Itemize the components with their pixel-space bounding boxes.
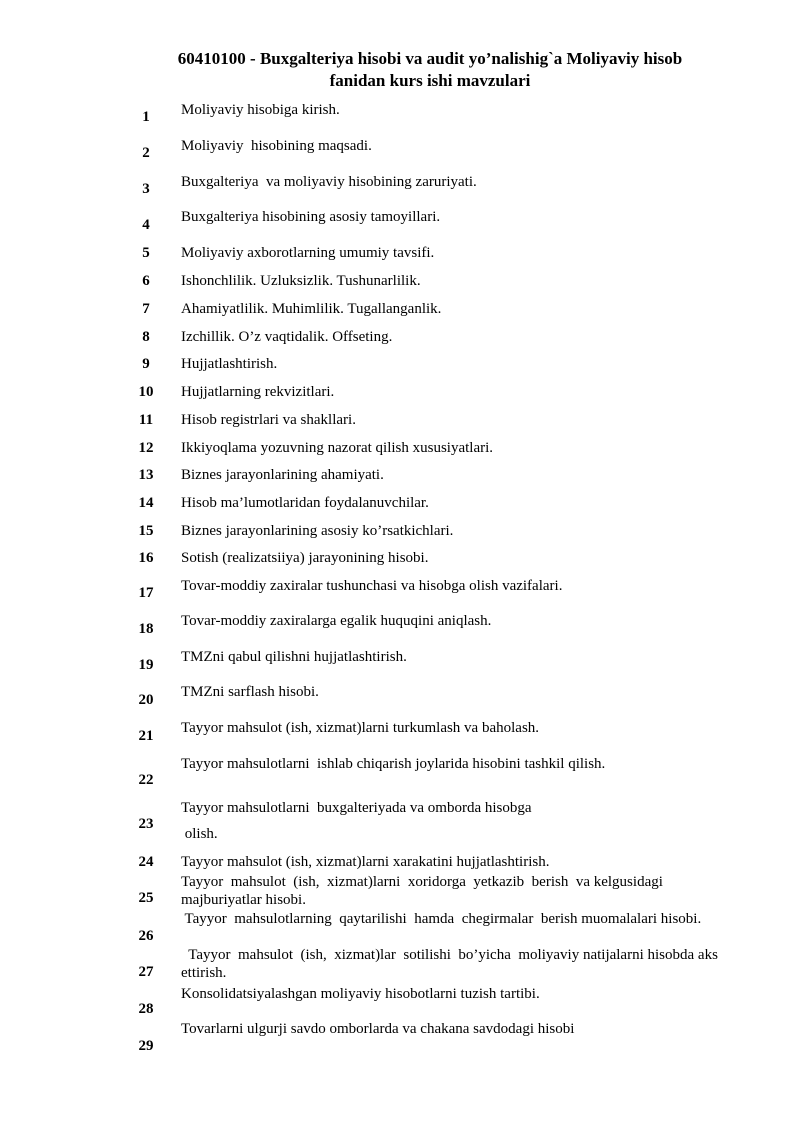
- title-line-2: fanidan kurs ishi mavzulari: [329, 71, 531, 90]
- topic-text: Moliyaviy hisobiga kirish.: [181, 102, 340, 118]
- topic-text: Ishonchlilik. Uzluksizlik. Tushunarlilik.: [181, 273, 421, 289]
- topic-text: Ahamiyatlilik. Muhimlilik. Tugallanganlik.: [181, 301, 442, 317]
- topic-number: 11: [138, 412, 154, 428]
- topic-text-continued: olish.: [181, 826, 218, 842]
- topic-number: 20: [138, 692, 154, 708]
- topic-text: Buxgalteriya hisobining asosiy tamoyillari.: [181, 209, 441, 225]
- topic-number: 23: [138, 816, 154, 832]
- topic-number: 14: [138, 495, 154, 511]
- topic-number: 18: [138, 621, 154, 637]
- topic-text-continued: majburiyatlar hisobi.: [181, 892, 306, 908]
- topic-number: 6: [142, 273, 150, 289]
- page-title: [120, 48, 740, 92]
- title-line-1: 60410100 - Buxgalteriya hisobi va audit yo’nalishig`a Moliyaviy hisob: [177, 49, 683, 68]
- topic-text: Tayyor mahsulot (ish, xizmat)larni xarakatini hujjatlashtirish.: [181, 854, 550, 870]
- topic-number: 2: [142, 145, 150, 161]
- topic-number: 17: [138, 585, 154, 601]
- topic-text: Tayyor mahsulot (ish, xizmat)larni xoridorga yetkazib berish va kelgusidagi: [181, 874, 663, 890]
- topic-text: Hisob ma’lumotlaridan foydalanuvchilar.: [181, 495, 429, 511]
- topic-number: 8: [142, 329, 150, 345]
- topic-text: Moliyaviy hisobining maqsadi.: [181, 138, 372, 154]
- topic-text: Biznes jarayonlarining asosiy ko’rsatkichlari.: [181, 523, 454, 539]
- topic-number: 12: [138, 440, 154, 456]
- topic-text: Izchillik. O’z vaqtidalik. Offseting.: [181, 329, 393, 345]
- topic-number: 22: [138, 772, 154, 788]
- topic-number: 25: [138, 890, 154, 906]
- topic-text: Tayyor mahsulotlarning qaytarilishi hamda chegirmalar berish muomalalari hisobi.: [181, 911, 702, 927]
- topic-text: Tayyor mahsulotlarni ishlab chiqarish joylarida hisobini tashkil qilish.: [181, 756, 606, 772]
- topic-number: 27: [138, 964, 154, 980]
- topic-text: Konsolidatsiyalashgan moliyaviy hisobotlarni tuzish tartibi.: [181, 986, 540, 1002]
- topic-text: Buxgalteriya va moliyaviy hisobining zaruriyati.: [181, 174, 477, 190]
- topic-text: Hisob registrlari va shakllari.: [181, 412, 356, 428]
- topic-number: 24: [138, 854, 154, 870]
- topic-text: Tovar-moddiy zaxiralar tushunchasi va hisobga olish vazifalari.: [181, 578, 563, 594]
- topic-text: Tovarlarni ulgurji savdo omborlarda va chakana savdodagi hisobi: [181, 1021, 575, 1037]
- topic-number: 9: [142, 356, 150, 372]
- topic-text: Hujjatlashtirish.: [181, 356, 278, 372]
- topic-number: 7: [142, 301, 150, 317]
- topic-number: 28: [138, 1001, 154, 1017]
- topic-number: 19: [138, 657, 154, 673]
- topic-text-continued: ettirish.: [181, 965, 227, 981]
- topic-text: Tayyor mahsulot (ish, xizmat)lar sotilishi bo’yicha moliyaviy natijalarni hisobda aks: [181, 947, 718, 963]
- topic-number: 16: [138, 550, 154, 566]
- topic-text: Moliyaviy axborotlarning umumiy tavsifi.: [181, 245, 435, 261]
- topic-number: 13: [138, 467, 154, 483]
- topic-number: 26: [138, 928, 154, 944]
- topic-text: TMZni sarflash hisobi.: [181, 684, 319, 700]
- topic-number: 1: [142, 109, 150, 125]
- topic-text: Tayyor mahsulot (ish, xizmat)larni turkumlash va baholash.: [181, 720, 540, 736]
- topic-text: Ikkiyoqlama yozuvning nazorat qilish xususiyatlari.: [181, 440, 494, 456]
- topic-text: TMZni qabul qilishni hujjatlashtirish.: [181, 649, 407, 665]
- topic-text: Sotish (realizatsiiya) jarayonining hisobi.: [181, 550, 429, 566]
- topic-text: Biznes jarayonlarining ahamiyati.: [181, 467, 384, 483]
- topic-number: 10: [138, 384, 154, 400]
- topic-number: 21: [138, 728, 154, 744]
- topic-number: 5: [142, 245, 150, 261]
- topic-number: 15: [138, 523, 154, 539]
- topic-number: 3: [142, 181, 150, 197]
- topic-text: Tovar-moddiy zaxiralarga egalik huquqini aniqlash.: [181, 613, 492, 629]
- topic-text: Hujjatlarning rekvizitlari.: [181, 384, 335, 400]
- topic-number: 4: [142, 217, 150, 233]
- topic-text: Tayyor mahsulotlarni buxgalteriyada va omborda hisobga: [181, 800, 532, 816]
- topic-number: 29: [138, 1038, 154, 1054]
